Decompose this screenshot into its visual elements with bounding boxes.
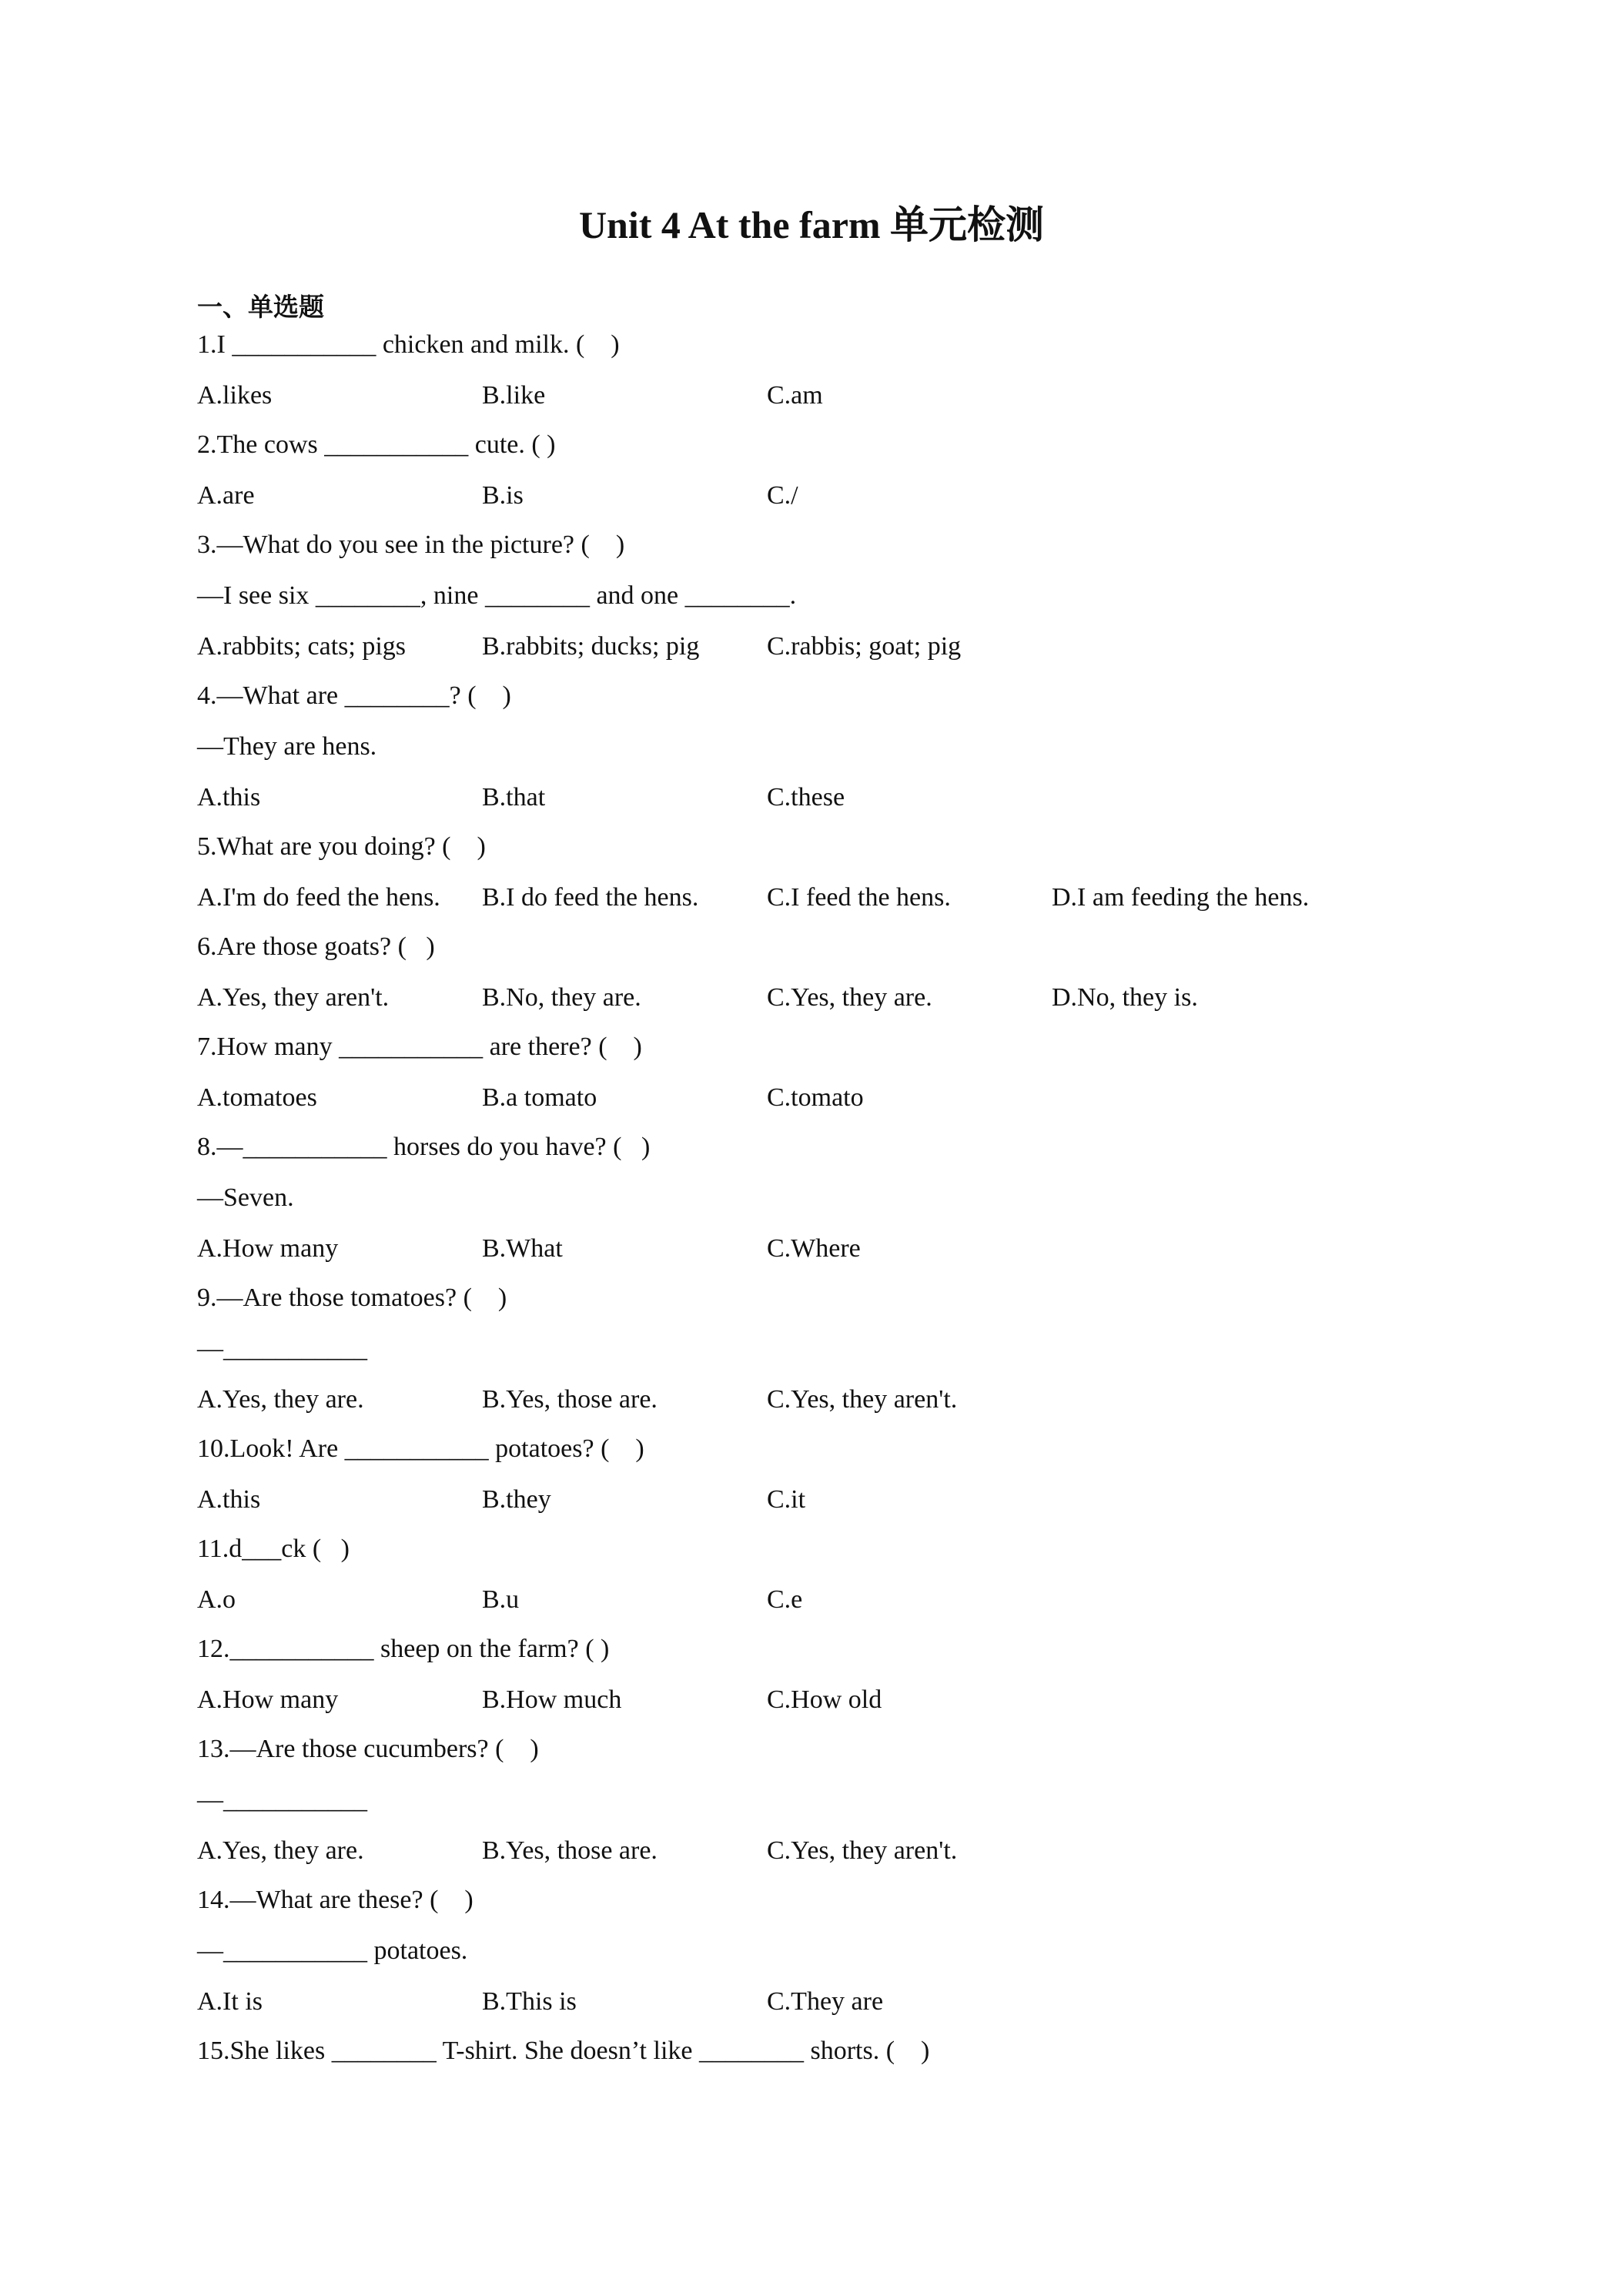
answer-option-a: A.tomatoes: [197, 1083, 317, 1112]
question-subline: —___________ potatoes.: [197, 1936, 468, 1965]
question-text: 12.___________ sheep on the farm? ( ): [197, 1635, 610, 1663]
question-text: 14.—What are these? ( ): [197, 1886, 474, 1914]
answer-option-a: A.Yes, they aren't.: [197, 983, 390, 1012]
answer-option-c: C.They are: [767, 1987, 884, 2016]
answer-option-b: B.u: [482, 1585, 520, 1614]
question-subline: —I see six ________, nine ________ and one ________.: [197, 581, 797, 610]
answer-option-c: C.How old: [767, 1685, 882, 1714]
answer-option-c: C.Yes, they are.: [767, 983, 932, 1012]
answer-option-c: C.e: [767, 1585, 803, 1614]
question-subline: —They are hens.: [197, 732, 377, 761]
question-text: 11.d___ck ( ): [197, 1535, 350, 1563]
answer-option-b: B.like: [482, 381, 546, 410]
question-text: 7.How many ___________ are there? ( ): [197, 1033, 642, 1061]
answer-option-c: C.Yes, they aren't.: [767, 1385, 958, 1414]
answer-option-b: B.a tomato: [482, 1083, 597, 1112]
answer-option-b: B.is: [482, 481, 524, 510]
question-text: 5.What are you doing? ( ): [197, 832, 486, 861]
answer-option-b: B.I do feed the hens.: [482, 883, 699, 912]
answer-option-c: C.Yes, they aren't.: [767, 1836, 958, 1865]
answer-option-c: C.rabbis; goat; pig: [767, 632, 962, 661]
answer-option-b: B.Yes, those are.: [482, 1385, 658, 1414]
answer-option-a: A.How many: [197, 1234, 339, 1263]
answer-option-a: A.this: [197, 783, 261, 812]
question-text: 4.—What are ________? ( ): [197, 681, 511, 710]
answer-option-b: B.How much: [482, 1685, 622, 1714]
answer-option-d: D.I am feeding the hens.: [1052, 883, 1310, 912]
answer-option-c: C.Where: [767, 1234, 861, 1263]
answer-option-a: A.How many: [197, 1685, 339, 1714]
answer-option-a: A.It is: [197, 1987, 263, 2016]
answer-option-a: A.I'm do feed the hens.: [197, 883, 440, 912]
question-text: 1.I ___________ chicken and milk. ( ): [197, 330, 620, 359]
question-text: 6.Are those goats? ( ): [197, 932, 435, 961]
question-subline: —Seven.: [197, 1183, 294, 1212]
answer-option-b: B.they: [482, 1485, 551, 1514]
answer-option-b: B.Yes, those are.: [482, 1836, 658, 1865]
question-text: 9.—Are those tomatoes? ( ): [197, 1284, 507, 1312]
question-subline: —___________: [197, 1334, 367, 1363]
answer-option-b: B.This is: [482, 1987, 577, 2016]
answer-option-a: A.this: [197, 1485, 261, 1514]
answer-option-c: C.these: [767, 783, 845, 812]
answer-option-a: A.Yes, they are.: [197, 1385, 364, 1414]
question-text: 3.—What do you see in the picture? ( ): [197, 530, 625, 559]
question-text: 8.—___________ horses do you have? ( ): [197, 1133, 651, 1161]
answer-option-b: B.No, they are.: [482, 983, 641, 1012]
answer-option-a: A.are: [197, 481, 255, 510]
question-text: 13.—Are those cucumbers? ( ): [197, 1735, 539, 1763]
question-text: 15.She likes ________ T-shirt. She doesn’t like ________ shorts. ( ): [197, 2037, 930, 2065]
answer-option-c: C./: [767, 481, 798, 510]
answer-option-a: A.o: [197, 1585, 236, 1614]
answer-option-c: C.am: [767, 381, 823, 410]
answer-option-b: B.rabbits; ducks; pig: [482, 632, 700, 661]
answer-option-d: D.No, they is.: [1052, 983, 1198, 1012]
answer-option-a: A.likes: [197, 381, 273, 410]
answer-option-c: C.tomato: [767, 1083, 864, 1112]
question-text: 10.Look! Are ___________ potatoes? ( ): [197, 1434, 644, 1463]
question-text: 2.The cows ___________ cute. ( ): [197, 430, 556, 459]
answer-option-c: C.I feed the hens.: [767, 883, 951, 912]
page-title: Unit 4 At the farm 单元检测: [578, 203, 1045, 246]
answer-option-a: A.Yes, they are.: [197, 1836, 364, 1865]
section-heading: 一、单选题: [197, 292, 324, 322]
answer-option-b: B.that: [482, 783, 546, 812]
answer-option-b: B.What: [482, 1234, 563, 1263]
question-subline: —___________: [197, 1786, 367, 1814]
answer-option-c: C.it: [767, 1485, 806, 1514]
answer-option-a: A.rabbits; cats; pigs: [197, 632, 407, 661]
